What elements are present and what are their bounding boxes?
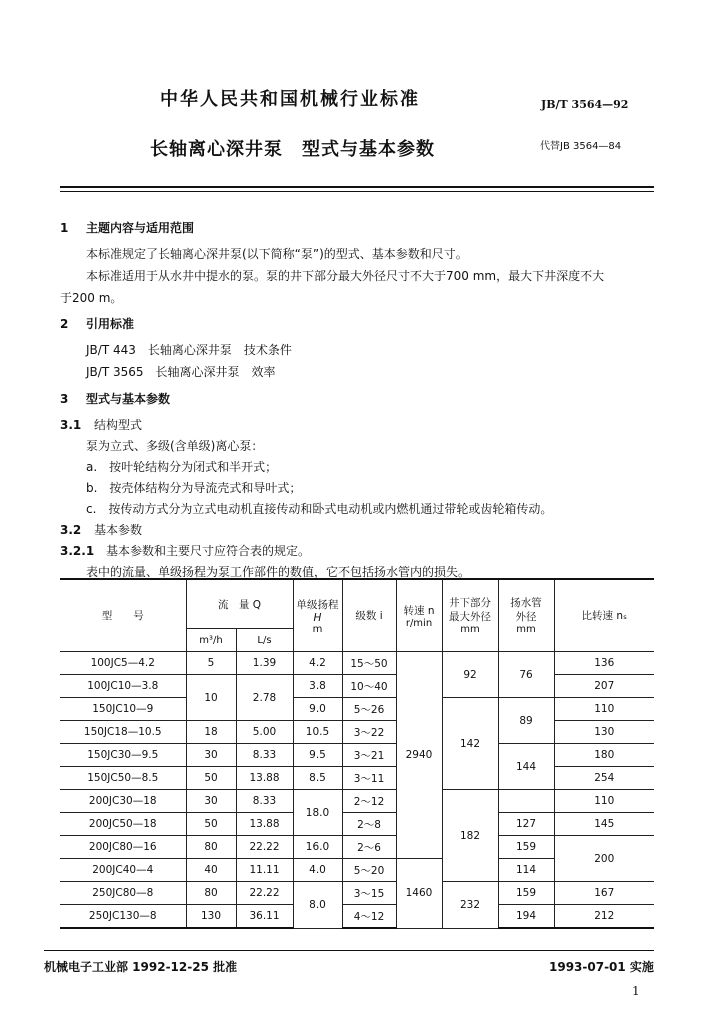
subsection-3-2-heading — [60, 521, 142, 538]
cell-model: 250JC80—8 — [60, 882, 186, 905]
cell-head: 9.0 — [293, 698, 342, 721]
cell-flow-ls: 22.22 — [236, 882, 293, 905]
cell-model: 200JC50—18 — [60, 813, 186, 836]
cell-specific-speed: 110 — [554, 790, 654, 813]
cell-pipe: 127 — [498, 813, 554, 836]
cell-flow-ls: 8.33 — [236, 744, 293, 767]
header-od — [442, 579, 498, 652]
cell-pipe: 194 — [498, 905, 554, 929]
cell-pipe: 159 — [498, 882, 554, 905]
cell-model: 200JC40—4 — [60, 859, 186, 882]
cell-model: 250JC130—8 — [60, 905, 186, 929]
cell-model: 100JC5—4.2 — [60, 652, 186, 675]
cell-head: 16.0 — [293, 836, 342, 859]
cell-flow-m3h: 10 — [186, 675, 236, 721]
subsection-number: 3.1 — [60, 418, 82, 432]
list-item: c. 按传动方式分为立式电动机直接传动和卧式电动机或内燃机通过带轮或齿轮箱传动。 — [86, 502, 553, 516]
cell-flow-m3h: 5 — [186, 652, 236, 675]
cell-od: 92 — [442, 652, 498, 698]
cell-specific-speed: 110 — [554, 698, 654, 721]
cell-stages: 10～40 — [342, 675, 396, 698]
paragraph-continuation: 于200 m。 — [60, 291, 123, 305]
header-od-unit: mm — [460, 624, 480, 635]
header-flow: 流 量 Q — [186, 579, 293, 629]
cell-flow-ls: 2.78 — [236, 675, 293, 721]
cell-head: 3.8 — [293, 675, 342, 698]
list-item: a. 按叶轮结构分为闭式和半开式； — [86, 460, 278, 474]
cell-pipe: 76 — [498, 652, 554, 698]
cell-flow-ls: 13.88 — [236, 813, 293, 836]
reference-item: JB/T 3565 长轴离心深井泵 效率 — [86, 365, 276, 379]
cell-head: 4.2 — [293, 652, 342, 675]
cell-model: 150JC50—8.5 — [60, 767, 186, 790]
paragraph: 本标准规定了长轴离心深井泵(以下简称“泵”)的型式、基本参数和尺寸。 — [86, 247, 468, 261]
cell-flow-m3h: 30 — [186, 744, 236, 767]
cell-specific-speed: 130 — [554, 721, 654, 744]
cell-pipe: 159 — [498, 836, 554, 859]
cell-pipe: 144 — [498, 744, 554, 790]
header-specific-speed: 比转速 nₛ — [554, 579, 654, 652]
header-head-symbol: H — [313, 611, 322, 624]
header-speed-unit: r/min — [405, 617, 433, 629]
header-pipe — [498, 579, 554, 652]
section-number: 1 — [60, 221, 69, 235]
cell-speed: 2940 — [396, 652, 442, 859]
header-pipe-label: 扬水管外径 — [510, 597, 542, 623]
cell-model: 200JC30—18 — [60, 790, 186, 813]
clause-3-2-1 — [60, 542, 310, 559]
footer-rule — [44, 950, 654, 951]
section-number: 3 — [60, 392, 69, 406]
cell-model: 200JC80—16 — [60, 836, 186, 859]
cell-stages: 5～20 — [342, 859, 396, 882]
cell-pipe-empty — [498, 790, 554, 813]
cell-flow-ls: 22.22 — [236, 836, 293, 859]
list-item: b. 按壳体结构分为导流壳式和导叶式； — [86, 481, 302, 495]
page-number: 1 — [632, 984, 640, 998]
subsection-title: 基本参数 — [94, 523, 143, 537]
section-number: 2 — [60, 317, 69, 331]
effective-date: 1993-07-01 实施 — [549, 960, 654, 974]
paragraph: 泵为立式、多级(含单级)离心泵： — [86, 439, 264, 453]
cell-stages: 3～11 — [342, 767, 396, 790]
replaces-standard: 代替JB 3564—84 — [540, 141, 622, 152]
standard-number: JB/T 3564—92 — [541, 98, 629, 111]
header-head-unit: m — [312, 623, 323, 635]
cell-head: 9.5 — [293, 744, 342, 767]
cell-flow-ls: 36.11 — [236, 905, 293, 929]
cell-flow-m3h: 18 — [186, 721, 236, 744]
cell-stages: 3～21 — [342, 744, 396, 767]
reference-item: JB/T 443 长轴离心深井泵 技术条件 — [86, 343, 292, 357]
header-speed-label: 转速 n — [403, 604, 435, 617]
cell-specific-speed: 180 — [554, 744, 654, 767]
section-title: 型式与基本参数 — [86, 392, 171, 406]
cell-head: 18.0 — [293, 790, 342, 836]
subsection-title: 结构型式 — [94, 418, 143, 432]
cell-flow-ls: 5.00 — [236, 721, 293, 744]
header-flow-unit-ls: L/s — [236, 629, 293, 652]
cell-model: 100JC10—3.8 — [60, 675, 186, 698]
header-model: 型 号 — [60, 579, 186, 652]
cell-stages: 5～26 — [342, 698, 396, 721]
cell-flow-m3h: 30 — [186, 790, 236, 813]
parameter-table — [60, 578, 654, 929]
cell-specific-speed: 254 — [554, 767, 654, 790]
clause-number: 3.2.1 — [60, 544, 95, 558]
table-note: 表中的流量、单级扬程为泵工作部件的数值，它不包括扬水管内的损失。 — [86, 565, 471, 579]
cell-flow-m3h: 50 — [186, 813, 236, 836]
header-od-label: 井下部分最大外径 — [449, 597, 491, 623]
header-stages: 级数 i — [342, 579, 396, 652]
cell-head: 8.5 — [293, 767, 342, 790]
cell-flow-ls: 1.39 — [236, 652, 293, 675]
cell-pipe: 89 — [498, 698, 554, 744]
cell-od: 182 — [442, 790, 498, 882]
header-head-label: 单级扬程 — [296, 598, 339, 611]
cell-flow-m3h: 130 — [186, 905, 236, 929]
section-2-heading — [60, 315, 134, 332]
cell-od: 142 — [442, 698, 498, 790]
cell-stages: 3～15 — [342, 882, 396, 905]
section-3-heading — [60, 390, 170, 407]
cell-stages: 4～12 — [342, 905, 396, 929]
cell-specific-speed: 145 — [554, 813, 654, 836]
cell-stages: 15～50 — [342, 652, 396, 675]
header-head — [293, 579, 342, 652]
cell-flow-ls: 8.33 — [236, 790, 293, 813]
cell-od: 232 — [442, 882, 498, 929]
header-speed — [396, 579, 442, 652]
cell-flow-m3h: 50 — [186, 767, 236, 790]
cell-flow-m3h: 40 — [186, 859, 236, 882]
cell-flow-m3h: 80 — [186, 836, 236, 859]
cell-specific-speed: 212 — [554, 905, 654, 929]
cell-stages: 3～22 — [342, 721, 396, 744]
header-rule — [60, 186, 654, 192]
cell-model: 150JC18—10.5 — [60, 721, 186, 744]
cell-head: 10.5 — [293, 721, 342, 744]
cell-flow-ls: 13.88 — [236, 767, 293, 790]
cell-flow-ls: 11.11 — [236, 859, 293, 882]
section-1-heading — [60, 219, 194, 236]
cell-stages: 2～6 — [342, 836, 396, 859]
section-title: 主题内容与适用范围 — [86, 221, 195, 235]
paragraph: 本标准适用于从水井中提水的泵。泵的井下部分最大外径尺寸不大于700 mm，最大下井深度不大 — [86, 269, 605, 283]
clause-text: 基本参数和主要尺寸应符合表的规定。 — [106, 544, 311, 558]
cell-flow-m3h: 80 — [186, 882, 236, 905]
cell-specific-speed: 200 — [554, 836, 654, 882]
header-pipe-unit: mm — [516, 624, 536, 635]
cell-pipe: 114 — [498, 859, 554, 882]
cell-stages: 2～8 — [342, 813, 396, 836]
cell-head: 8.0 — [293, 882, 342, 929]
cell-model: 150JC10—9 — [60, 698, 186, 721]
cell-specific-speed: 136 — [554, 652, 654, 675]
cell-model: 150JC30—9.5 — [60, 744, 186, 767]
header-flow-unit-m3h: m³/h — [186, 629, 236, 652]
cell-head: 4.0 — [293, 859, 342, 882]
cell-specific-speed: 167 — [554, 882, 654, 905]
document-title: 长轴离心深井泵 型式与基本参数 — [150, 139, 435, 160]
approval-note: 机械电子工业部 1992-12-25 批准 — [44, 960, 238, 974]
issuing-organization: 中华人民共和国机械行业标准 — [160, 89, 420, 110]
cell-speed: 1460 — [396, 859, 442, 929]
subsection-3-1-heading — [60, 416, 142, 433]
subsection-number: 3.2 — [60, 523, 82, 537]
cell-specific-speed: 207 — [554, 675, 654, 698]
cell-stages: 2～12 — [342, 790, 396, 813]
section-title: 引用标准 — [86, 317, 135, 331]
